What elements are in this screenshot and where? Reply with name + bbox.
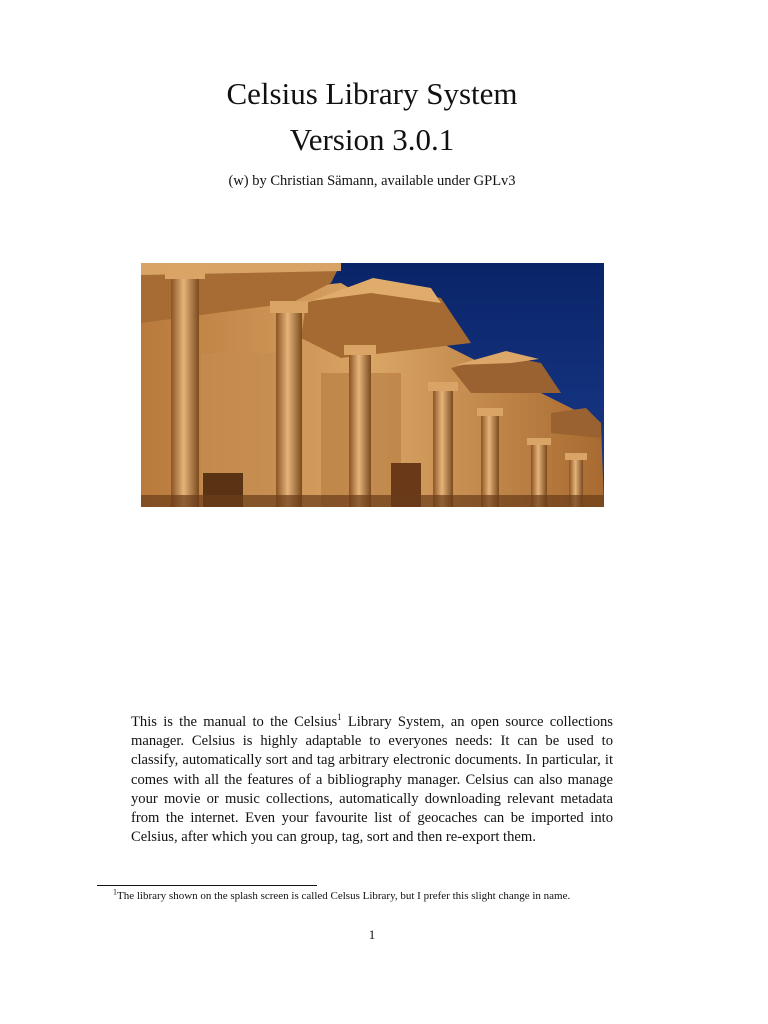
footnote-number: 1 <box>113 887 117 897</box>
intro-text-rest: Library System, an open source collections manager. Celsius is highly adaptable to everyones needs: It can be used to classify, automatically sort and tag arbitrary electronic documents. In particular, it comes with all the features of a bibliography manager. Celsius can also manage your movie or music collections, automatically downloading relevant metadata from the internet. Even your favourite list of geocaches can be imported into Celsius, after which you can group, tag, sort and then re-export them. <box>131 714 613 846</box>
version-heading: Version 3.0.1 <box>289 122 455 157</box>
intro-paragraph <box>131 713 613 847</box>
document-title: Celsius Library System <box>226 76 518 111</box>
footnote-text: The library shown on the splash screen is called Celsus Library, but I prefer this slight change in name. <box>117 890 571 902</box>
footnote-divider <box>97 885 317 886</box>
footnote <box>113 888 673 904</box>
splash-image <box>141 263 604 507</box>
page-number: 1 <box>368 927 376 942</box>
intro-text-start: This is the manual to the Celsius <box>131 714 338 730</box>
footnote-marker[interactable]: 1 <box>337 712 342 723</box>
author-byline: (w) by Christian Sämann, available under GPLv3 <box>228 173 516 189</box>
